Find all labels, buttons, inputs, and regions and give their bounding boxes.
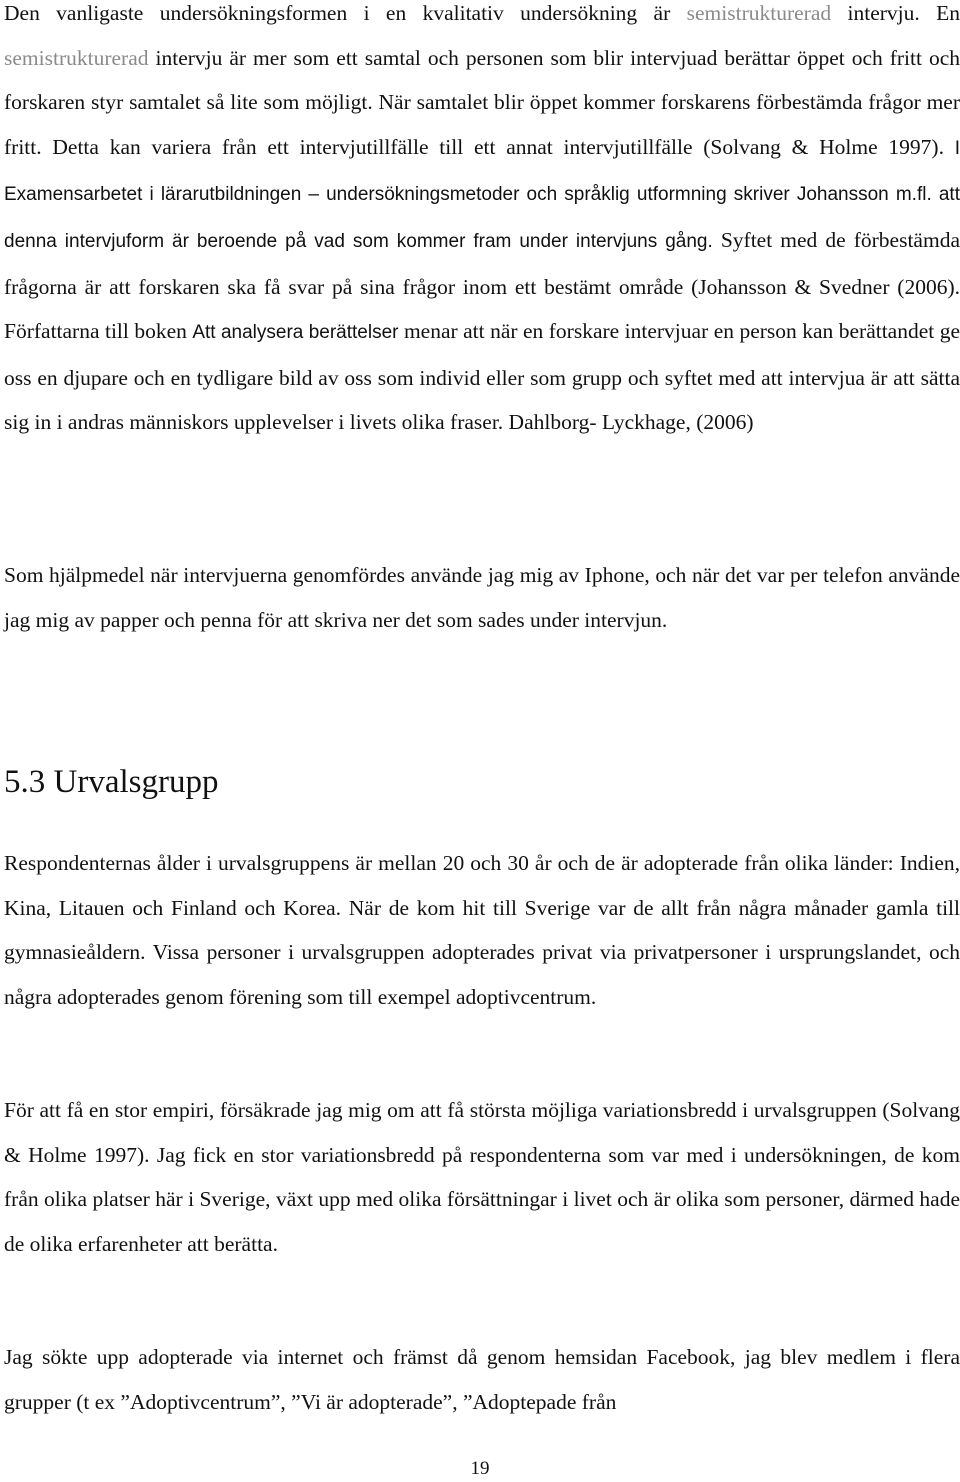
text-segment: menar att när en forskare intervjuar en person kan berättandet ge oss en djupare och en tydligare bild av oss som individ eller som grupp och syftet med att intervjua är att sätta sig in i andras människors upplevelser i livets olika fraser. Dahlborg- Lyckhage, (2006) [4,319,960,435]
paragraph-recruitment: Jag sökte upp adopterade via internet och främst då genom hemsidan Facebook, jag blev medlem i flera grupper (t ex ”Adoptivcentrum”, ”Vi är adopterade”, ”Adoptерade från [4,1345,960,1414]
paragraph-interview-method [4,0,960,445]
text-segment: Den vanligaste undersökningsformen i en kvalitativ undersökning är [4,1,671,25]
text-segment: Detta kan variera från ett intervjutillfälle till ett annat intervjutillfälle (Solvang & Holme 1997). [52,134,944,159]
page-number: 19 [470,1458,490,1479]
paragraph-variation: För att få en stor empiri, försäkrade jag mig om att få största möjliga variationsbredd i urvalsgruppen (Solvang & Holme 1997). Jag fick en stor variationsbredd på respondenterna som var med i undersökningen, de kom från olika platser här i Sverige, växt upp med olika försättningar i livet och är olika som personer, därmed hade de olika erfarenheter att berätta. [4,1098,960,1256]
text-segment: intervju är mer som ett samtal och personen som blir intervjuad berättar öppet och fritt och forskaren styr samtalet så lite som möjligt. När samtalet blir öppet kommer forskarens förbestämda frågor mer fritt. [4,45,960,159]
text-segment: intervju. En [847,1,960,25]
term-semistructured: semistrukturerad [686,1,832,25]
paragraph-respondents: Respondenternas ålder i urvalsgruppens är mellan 20 och 30 år och de är adopterade från olika länder: Indien, Kina, Litauen och Finland och Korea. När de kom hit till Sverige var de allt från några månader gamla till gymnasieåldern. Vissa personer i urvalsgruppen adopterades privat via privatpersoner i ursprungslandet, och några adopterades genom förening som till exempel adoptivcentrum. [4,851,960,1009]
section-heading: 5.3 Urvalsgrupp [4,764,219,800]
book-title: Att analysera berättelser [192,322,399,344]
paragraph-tools: Som hjälpmedel när intervjuerna genomfördes använde jag mig av Iphone, och när det var per telefon använde jag mig av papper och penna för att skriva ner det som sades under intervjun. [4,563,960,632]
text-segment: Författarna till boken [4,319,187,344]
text-segment: Syftet med de förbestämda frågorna är att forskaren ska få svar på sina frågor inom ett bestämt område (Johansson & Svedner (2006). [4,227,960,299]
term-semistructured: semistrukturerad [4,45,149,70]
text-segment-sans: I Examensarbetet i lärarutbildningen – undersökningsmetoder och språklig utformning skriver Johansson m.fl. att denna intervjuform är beroende på vad som kommer fram under intervjuns gång. [4,137,960,252]
